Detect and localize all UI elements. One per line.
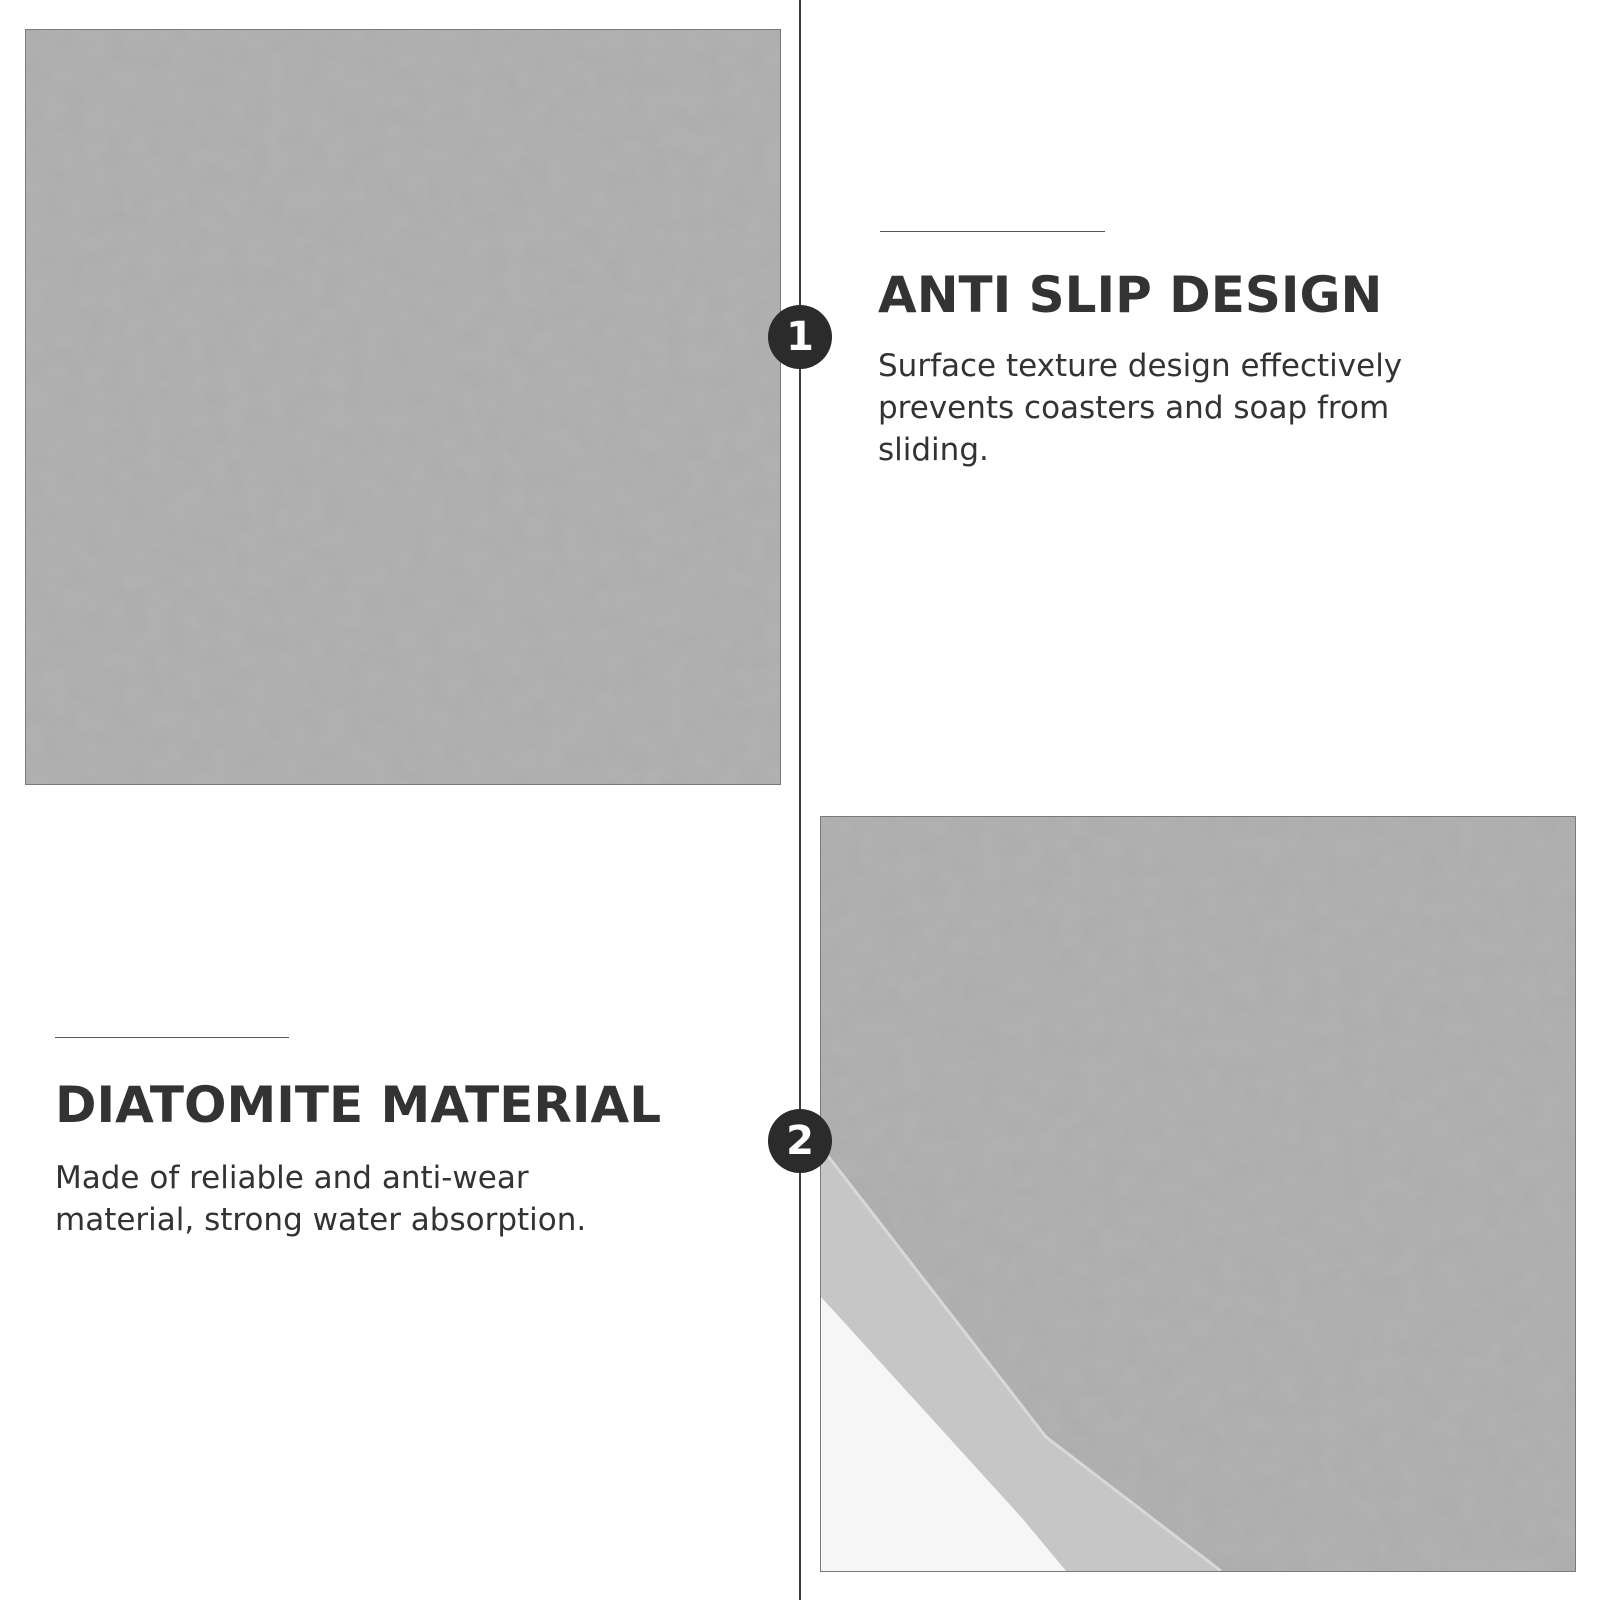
step-number-badge-1: [768, 305, 832, 369]
feature-1-description: Surface texture design effectively prevents coasters and soap from sliding.: [878, 348, 1403, 468]
step-number-2: 2: [786, 1118, 814, 1164]
feature-2-title: DIATOMITE MATERIAL: [55, 1076, 662, 1134]
feature-2-description: Made of reliable and anti-wear material, strong water absorption.: [55, 1160, 587, 1238]
feature-1-title: ANTI SLIP DESIGN: [878, 266, 1383, 324]
feature-2-accent-rule: [55, 1037, 289, 1038]
material-edge-photo: [820, 816, 1576, 1572]
surface-texture-photo: [25, 29, 781, 785]
feature-1-accent-rule: [880, 231, 1105, 232]
step-number-badge-2: [768, 1109, 832, 1173]
step-number-1: 1: [786, 314, 814, 360]
center-divider-line: [799, 0, 801, 1600]
